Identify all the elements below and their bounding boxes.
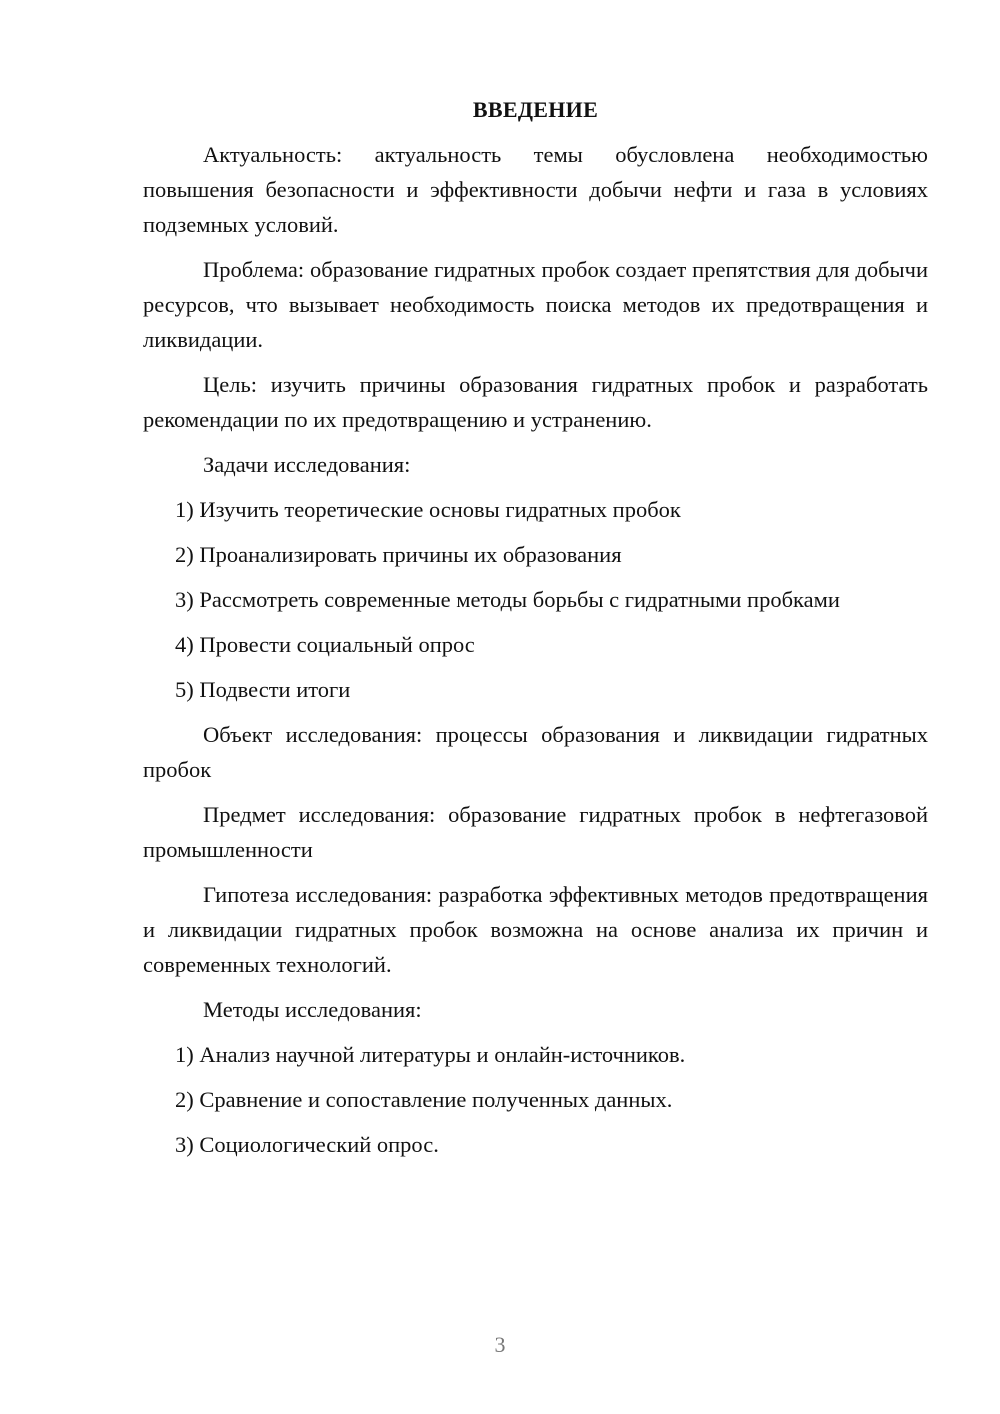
task-item: 3) Рассмотреть современные методы борьбы с гидратными пробками: [175, 587, 840, 612]
goal-paragraph: Цель: изучить причины образования гидратных пробок и разработать рекомендации по их предотвращению и устранению.: [143, 372, 928, 432]
relevance-paragraph: Актуальность: актуальность темы обусловлена необходимостью повышения безопасности и эффективности добычи нефти и газа в условиях подземных условий.: [143, 142, 928, 237]
hypothesis-paragraph: Гипотеза исследования: разработка эффективных методов предотвращения и ликвидации гидратных пробок возможна на основе анализа их причин и современных технологий.: [143, 882, 928, 977]
page-number: 3: [494, 1332, 506, 1357]
method-item: 1) Анализ научной литературы и онлайн-источников.: [175, 1042, 686, 1067]
task-item: 4) Провести социальный опрос: [175, 632, 475, 657]
section-title: ВВЕДЕНИЕ: [472, 97, 599, 122]
task-item: 5) Подвести итоги: [175, 677, 351, 702]
task-item: 1) Изучить теоретические основы гидратных пробок: [175, 497, 681, 522]
task-item: 2) Проанализировать причины их образования: [175, 542, 622, 567]
object-paragraph: Объект исследования: процессы образования и ликвидации гидратных пробок: [143, 722, 928, 782]
tasks-list: [143, 492, 928, 707]
method-item: 2) Сравнение и сопоставление полученных данных.: [175, 1087, 673, 1112]
methods-heading: Методы исследования:: [203, 997, 422, 1022]
tasks-heading: Задачи исследования:: [203, 452, 411, 477]
method-item: 3) Социологический опрос.: [175, 1132, 439, 1157]
methods-list: [143, 1037, 928, 1162]
problem-paragraph: Проблема: образование гидратных пробок создает препятствия для добычи ресурсов, что вызывает необходимость поиска методов их предотвращения и ликвидации.: [143, 257, 928, 352]
page-content: [143, 93, 928, 1172]
subject-paragraph: Предмет исследования: образование гидратных пробок в нефтегазовой промышленности: [143, 802, 928, 862]
